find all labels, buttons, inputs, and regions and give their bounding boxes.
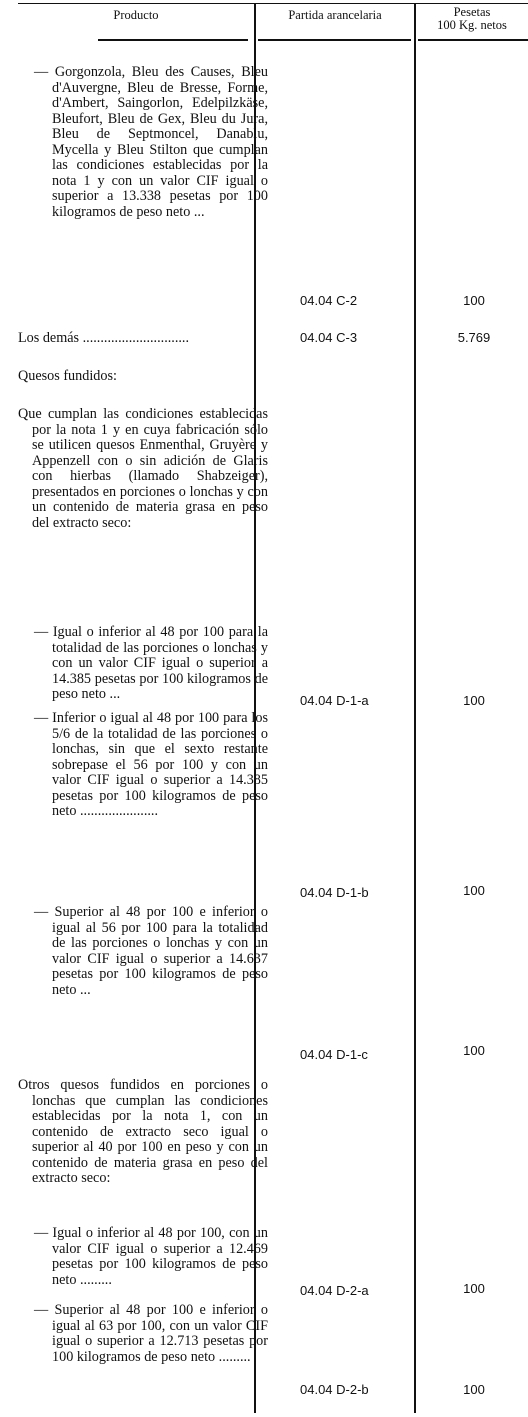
partida-d1b: 04.04 D-1-b — [300, 885, 369, 900]
partida-d2b: 04.04 D-2-b — [300, 1382, 369, 1397]
partida-c3: 04.04 C-3 — [300, 330, 358, 345]
top-rule — [18, 3, 528, 4]
producto-gorgonzola: — Gorgonzola, Bleu des Causes, Bleu d'Auvergne, Bleu de Bresse, Forme, d'Ambert, Saingorlon, Edelpilzkäse, Bleufort, Bleu de Gex, Bleu du Jura, Bleu de Septmoncel, Danablu, Mycella y Bleu Stilton que cumplan las condiciones establecidas por la nota 1 y con un valor CIF igual o superior a 13.338 pesetas por 100 kilogramos de peso neto ... — [34, 64, 268, 220]
pesetas-d1a: 100 — [463, 693, 485, 708]
header-pesetas-line1: Pesetas — [453, 5, 491, 19]
header-partida: Partida arancelaria — [288, 8, 382, 22]
header-pesetas-line2: 100 Kg. netos — [437, 18, 507, 32]
producto-condiciones-nota-1: Que cumplan las condiciones establecidas por la nota 1 y en cuya fabricación sólo se utilicen quesos Enmenthal, Gruyère y Appenzell con o sin adición de Glaris con hierbas (llamado Shabzeiger), presentados en porciones o lonchas y con un contenido de materia grasa en peso del extracto seco: — [18, 406, 268, 531]
pesetas-d1b: 100 — [463, 883, 485, 898]
pesetas-c3: 5.769 — [457, 330, 491, 345]
header-rule-pesetas — [418, 39, 528, 41]
partida-d1a: 04.04 D-1-a — [300, 693, 369, 708]
partida-d1c: 04.04 D-1-c — [300, 1047, 368, 1062]
producto-los-demas: Los demás .............................. — [18, 330, 190, 346]
producto-d1a: — Igual o inferior al 48 por 100 para la totalidad de las porciones o lonchas y con un valor CIF igual o superior a 14.385 pesetas por 100 kilogramos de peso neto ... — [34, 624, 268, 702]
producto-d1b: — Inferior o igual al 48 por 100 para los 5/6 de la totalidad de las porciones o lonchas, sin que el sexto restante sobrepase el 56 por 100 y con un valor CIF igual o superior a 14.385 pesetas por 100 kilogramos de peso neto ...................... — [34, 710, 268, 819]
header-rule-partida — [258, 39, 411, 41]
pesetas-d2a: 100 — [463, 1281, 485, 1296]
column-divider-2 — [414, 3, 416, 1413]
header-rule-producto — [98, 39, 248, 41]
pesetas-d1c: 100 — [463, 1043, 485, 1058]
producto-otros-quesos-fundidos: Otros quesos fundidos en porciones o lonchas que cumplan las condiciones establecidas por la nota 1, con un contenido de extracto seco igual o superior al 40 por 100 en peso y con un contenido de materia grasa en peso del extracto seco: — [18, 1077, 268, 1186]
producto-d1c: — Superior al 48 por 100 e inferior o igual al 56 por 100 para la totalidad de las porciones o lonchas y con un valor CIF igual o superior a 14.637 pesetas por 100 kilogramos de peso neto ... — [34, 904, 268, 998]
partida-c2: 04.04 C-2 — [300, 293, 358, 308]
producto-d2b: — Superior al 48 por 100 e inferior o igual al 63 por 100, con un valor CIF igual o superior a 12.713 pesetas por 100 kilogramos de peso neto ......... — [34, 1302, 268, 1365]
heading-quesos-fundidos: Quesos fundidos: — [18, 368, 117, 384]
pesetas-d2b: 100 — [463, 1382, 485, 1397]
pesetas-c2: 100 — [463, 293, 485, 308]
partida-d2a: 04.04 D-2-a — [300, 1283, 369, 1298]
header-producto: Producto — [113, 8, 159, 22]
producto-d2a: — Igual o inferior al 48 por 100, con un valor CIF igual o superior a 12.469 pesetas por 100 kilogramos de peso neto ......... — [34, 1225, 268, 1288]
